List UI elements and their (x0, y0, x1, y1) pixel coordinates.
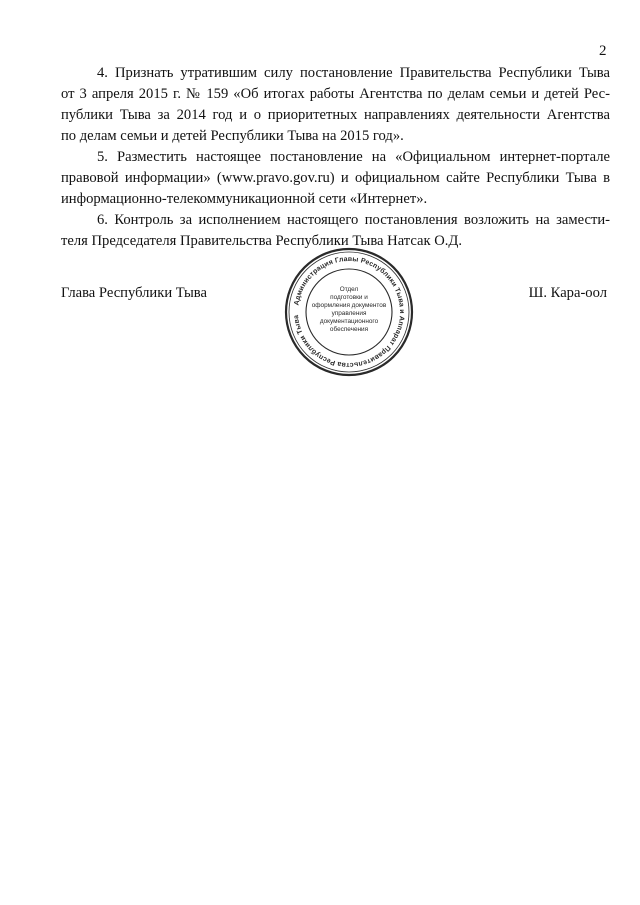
text-line: теля Председателя Правительства Республики Тыва Натсак О.Д. (61, 233, 463, 249)
text-line: 5. Разместить настоящее постановление на «Официальном интернет-портале (97, 149, 610, 165)
paragraph-4 (61, 63, 610, 147)
paragraph-5 (61, 147, 610, 210)
stamp-center-line: подготовки и (330, 294, 368, 301)
text-line: информационно-телекоммуникационной сети «Интернет». (61, 191, 428, 207)
stamp-ring-text: Администрация Главы Республики Тыва и Аппарат Правительства Республики Тыва (293, 255, 406, 369)
stamp-center-line: Отдел (339, 286, 359, 293)
signatory-position: Глава Республики Тыва (61, 285, 207, 301)
stamp-center-line: обеспечения (329, 326, 369, 333)
text-line: 6. Контроль за исполнением настоящего постановления возложить на замести- (97, 212, 610, 228)
document-body (61, 63, 610, 252)
text-line: правовой информации» (www.pravo.gov.ru) и официальном сайте Республики Тыва в (61, 170, 610, 186)
signatory-name: Ш. Кара-оол (528, 285, 607, 301)
text-line: 4. Признать утратившим силу постановление Правительства Республики Тыва (97, 65, 610, 81)
text-line: от 3 апреля 2015 г. № 159 «Об итогах работы Агентства по делам семьи и детей Рес- (61, 86, 610, 102)
stamp-center-line: управления (331, 310, 367, 317)
text-line: по делам семьи и детей Республики Тыва на 2015 год». (61, 128, 404, 144)
text-line: публики Тыва за 2014 год и о приоритетных направлениях деятельности Агентства (61, 107, 610, 123)
page-number: 2 (599, 43, 607, 59)
stamp-center-line: документационного (319, 318, 379, 325)
official-stamp (283, 246, 415, 378)
stamp-center-line: оформления документов (311, 302, 387, 309)
stamp-seal (283, 246, 415, 378)
